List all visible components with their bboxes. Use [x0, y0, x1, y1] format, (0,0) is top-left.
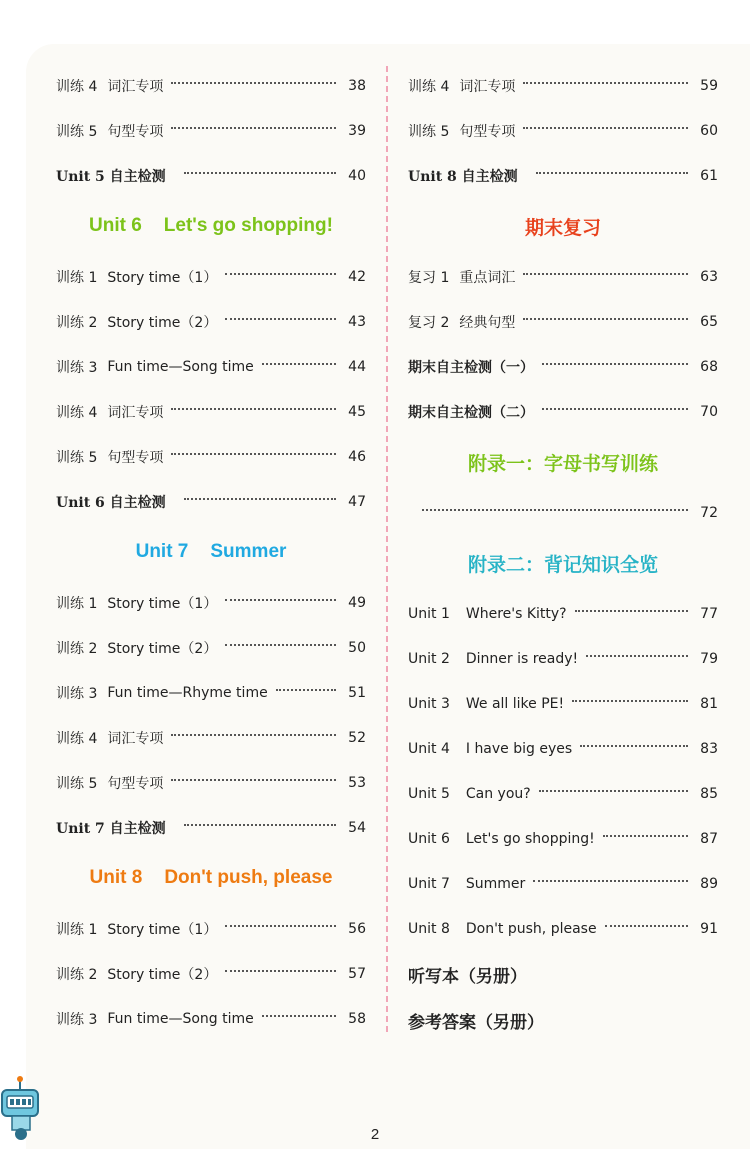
heading-unit: Unit 8 [89, 867, 143, 888]
page-ref: 45 [348, 403, 366, 420]
page-ref: 42 [348, 268, 366, 285]
entry-label: 训练 2 [56, 314, 98, 331]
entry-label: 训练 1 [56, 269, 98, 286]
dot-leader [523, 273, 688, 275]
heading-unit: 附录二：背记知识全览 [467, 554, 658, 576]
entry-title: We all like PE! [465, 695, 565, 712]
heading-title: Don't push, please [164, 867, 333, 888]
entry-label: Unit 4 [408, 740, 450, 757]
toc-entry[interactable] [56, 434, 366, 479]
entry-label: Unit 7 [408, 875, 450, 892]
entry-label: Unit 7 自主检测 [56, 820, 166, 837]
dot-leader [580, 745, 688, 747]
entry-title: 词汇专项 [107, 730, 164, 747]
entry-title: 句型专项 [107, 449, 164, 466]
dot-leader [276, 689, 336, 691]
toc-entry[interactable] [408, 636, 718, 681]
entry-title: Don't push, please [465, 920, 597, 937]
page-ref: 77 [700, 605, 718, 622]
heading-unit: Unit 7 [135, 541, 189, 562]
section-heading [56, 524, 366, 580]
entry-label: 训练 5 [56, 123, 98, 140]
entry-title: 词汇专项 [107, 404, 164, 421]
entry-label: 期末自主检测（二） [408, 404, 534, 421]
toc-left-column [56, 63, 366, 1041]
entry-label: 训练 5 [56, 449, 98, 466]
page-ref: 43 [348, 313, 366, 330]
supplement-item: 听写本（另册） [408, 966, 527, 987]
toc-entry[interactable] [56, 580, 366, 625]
entry-label: 训练 3 [56, 359, 98, 376]
page-ref: 59 [700, 77, 718, 94]
page-ref: 44 [348, 358, 366, 375]
page-ref: 72 [700, 504, 718, 521]
dot-leader [542, 363, 688, 365]
entry-label: 训练 4 [56, 404, 98, 421]
entry-title: Story time（2） [107, 640, 218, 657]
heading-title: Summer [210, 541, 287, 562]
dot-leader [171, 734, 336, 736]
entry-title: Dinner is ready! [465, 650, 579, 667]
dot-leader [542, 408, 688, 410]
entry-label: 训练 1 [56, 595, 98, 612]
toc-entry[interactable] [408, 344, 718, 389]
heading-unit: 期末复习 [524, 217, 601, 239]
entry-label: 训练 4 [408, 78, 450, 95]
entry-title: Story time（1） [107, 269, 218, 286]
toc-entry[interactable] [408, 591, 718, 636]
toc-right-column [408, 63, 718, 1043]
dot-leader [184, 172, 336, 174]
page-ref: 70 [700, 403, 718, 420]
entry-title: Let's go shopping! [465, 830, 595, 847]
toc-entry[interactable] [408, 389, 718, 434]
entry-title: Story time（2） [107, 314, 218, 331]
toc-entry[interactable] [408, 63, 718, 108]
toc-entry[interactable] [408, 906, 718, 951]
page-ref: 61 [700, 167, 718, 184]
entry-label: 训练 5 [56, 775, 98, 792]
toc-entry[interactable] [56, 254, 366, 299]
page-ref: 49 [348, 594, 366, 611]
column-divider [386, 66, 388, 1032]
dot-leader [171, 127, 336, 129]
page-ref: 54 [348, 819, 366, 836]
page-ref: 46 [348, 448, 366, 465]
toc-entry[interactable] [56, 951, 366, 996]
page-ref: 85 [700, 785, 718, 802]
entry-title: Fun time—Rhyme time [107, 684, 268, 701]
toc-entry[interactable] [56, 108, 366, 153]
toc-entry[interactable] [408, 254, 718, 299]
page-ref: 57 [348, 965, 366, 982]
entry-label: Unit 5 [408, 785, 450, 802]
dot-leader [536, 172, 688, 174]
entry-title: 句型专项 [459, 123, 516, 140]
toc-entry[interactable] [56, 299, 366, 344]
dot-leader [225, 644, 336, 646]
page-ref: 39 [348, 122, 366, 139]
page-ref: 68 [700, 358, 718, 375]
entry-label: 训练 4 [56, 730, 98, 747]
page-ref: 56 [348, 920, 366, 937]
entry-label: Unit 8 [408, 920, 450, 937]
section-heading [408, 535, 718, 591]
entry-label: Unit 6 [408, 830, 450, 847]
page-ref: 40 [348, 167, 366, 184]
toc-entry[interactable] [408, 108, 718, 153]
entry-label: Unit 3 [408, 695, 450, 712]
entry-label: 训练 1 [56, 921, 98, 938]
toc-entry[interactable] [408, 490, 718, 535]
dot-leader [171, 408, 336, 410]
dot-leader [586, 655, 688, 657]
entry-title: Fun time—Song time [107, 1010, 254, 1027]
entry-label: 训练 4 [56, 78, 98, 95]
dot-leader [422, 509, 688, 511]
section-heading [56, 850, 366, 906]
dot-leader [171, 82, 336, 84]
section-heading [408, 434, 718, 490]
entry-label: 训练 2 [56, 640, 98, 657]
dot-leader [523, 127, 688, 129]
toc-entry[interactable] [56, 63, 366, 108]
dot-leader [184, 824, 336, 826]
toc-entry[interactable] [56, 996, 366, 1041]
toc-entry[interactable] [56, 805, 366, 850]
page-ref: 89 [700, 875, 718, 892]
toc-entry[interactable] [56, 715, 366, 760]
entry-label: 训练 2 [56, 966, 98, 983]
page-ref: 60 [700, 122, 718, 139]
heading-unit: 附录一：字母书写训练 [467, 453, 658, 475]
toc-entry[interactable] [56, 479, 366, 524]
entry-title: I have big eyes [465, 740, 573, 757]
entry-label: Unit 1 [408, 605, 450, 622]
toc-entry[interactable] [408, 726, 718, 771]
entry-title: Story time（2） [107, 966, 218, 983]
page-ref: 58 [348, 1010, 366, 1027]
page-ref: 91 [700, 920, 718, 937]
entry-title: Fun time—Song time [107, 358, 254, 375]
entry-label: 期末自主检测（一） [408, 359, 534, 376]
dot-leader [225, 970, 336, 972]
toc-entry[interactable] [56, 906, 366, 951]
entry-label: Unit 6 自主检测 [56, 494, 166, 511]
entry-title: Where's Kitty? [465, 605, 567, 622]
entry-label: Unit 8 自主检测 [408, 168, 518, 185]
page-ref: 83 [700, 740, 718, 757]
page-ref: 50 [348, 639, 366, 656]
toc-entry[interactable] [56, 344, 366, 389]
dot-leader [184, 498, 336, 500]
dot-leader [603, 835, 688, 837]
entry-label: 复习 2 [408, 314, 450, 331]
page-ref: 63 [700, 268, 718, 285]
entry-label: 训练 3 [56, 685, 98, 702]
toc-entry[interactable] [56, 389, 366, 434]
dot-leader [225, 273, 336, 275]
entry-label: Unit 2 [408, 650, 450, 667]
page-ref: 38 [348, 77, 366, 94]
page-ref: 47 [348, 493, 366, 510]
toc-entry[interactable] [408, 861, 718, 906]
page-ref: 87 [700, 830, 718, 847]
entry-title: Story time（1） [107, 921, 218, 938]
entry-title: 经典句型 [459, 314, 516, 331]
dot-leader [262, 1015, 336, 1017]
entry-title: Can you? [465, 785, 531, 802]
toc-entry[interactable] [408, 681, 718, 726]
dot-leader [171, 453, 336, 455]
dot-leader [605, 925, 688, 927]
entry-title: 词汇专项 [459, 78, 516, 95]
page-ref: 79 [700, 650, 718, 667]
page-ref: 53 [348, 774, 366, 791]
toc-entry[interactable] [56, 625, 366, 670]
toc-entry[interactable] [408, 771, 718, 816]
dot-leader [539, 790, 688, 792]
dot-leader [572, 700, 688, 702]
dot-leader [575, 610, 688, 612]
entry-title: 句型专项 [107, 775, 164, 792]
page-ref: 51 [348, 684, 366, 701]
entry-label: 训练 3 [56, 1011, 98, 1028]
toc-entry[interactable] [408, 816, 718, 861]
heading-title: Let's go shopping! [163, 215, 333, 236]
entry-title: 重点词汇 [459, 269, 516, 286]
toc-entry[interactable] [56, 670, 366, 715]
dot-leader [225, 599, 336, 601]
entry-title: 句型专项 [107, 123, 164, 140]
dot-leader [171, 779, 336, 781]
entry-title: Summer [465, 875, 526, 892]
page-ref: 52 [348, 729, 366, 746]
toc-entry[interactable] [408, 299, 718, 344]
entry-title: Story time（1） [107, 595, 218, 612]
page-ref: 65 [700, 313, 718, 330]
toc-entry[interactable] [56, 760, 366, 805]
dot-leader [533, 880, 688, 882]
dot-leader [262, 363, 336, 365]
supplement-item: 参考答案（另册） [408, 1012, 544, 1033]
dot-leader [523, 318, 688, 320]
heading-unit: Unit 6 [89, 215, 142, 236]
dot-leader [523, 82, 688, 84]
dot-leader [225, 318, 336, 320]
section-heading [408, 198, 718, 254]
page-ref: 81 [700, 695, 718, 712]
toc-entry[interactable] [408, 153, 718, 198]
entry-label: 训练 5 [408, 123, 450, 140]
section-heading [56, 198, 366, 254]
entry-label: 复习 1 [408, 269, 450, 286]
page-number: 2 [370, 1126, 380, 1143]
entry-title: 词汇专项 [107, 78, 164, 95]
toc-entry[interactable] [56, 153, 366, 198]
dot-leader [225, 925, 336, 927]
entry-label: Unit 5 自主检测 [56, 168, 166, 185]
